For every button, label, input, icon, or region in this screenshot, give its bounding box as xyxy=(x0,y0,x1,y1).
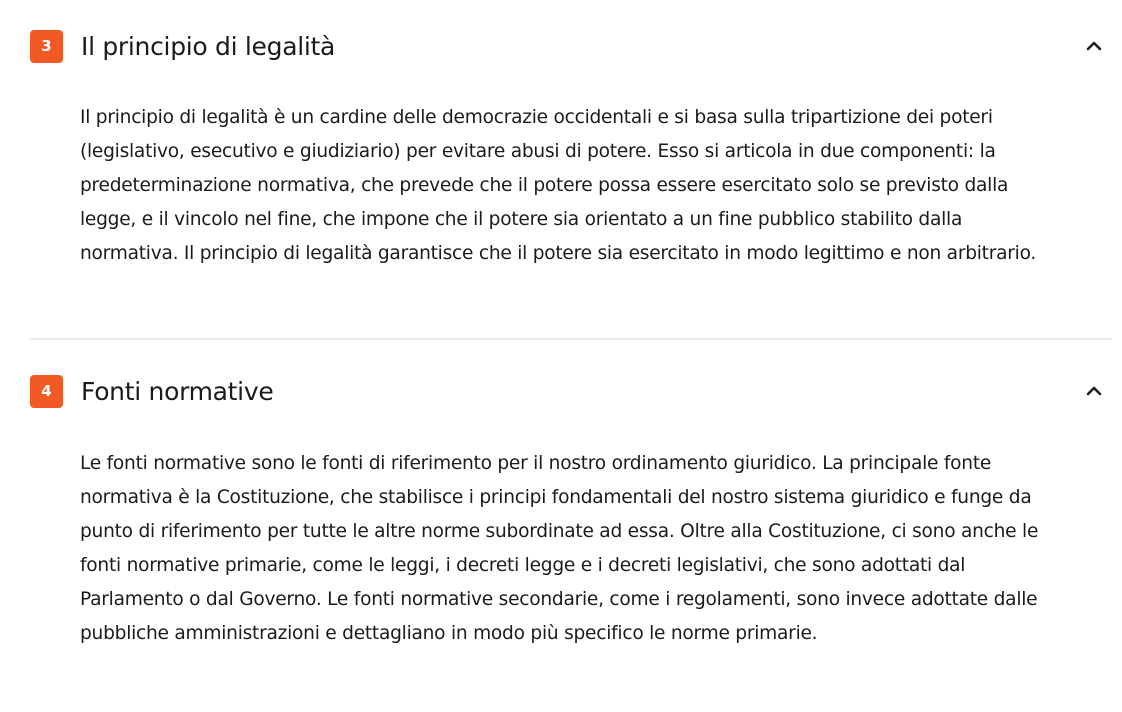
section-body: Le fonti normative sono le fonti di riferimento per il nostro ordinamento giuridico. La principale fonte normativa è la Costituzione, che stabilisce i principi fondamentali del nostro sistema giuridico e funge da punto di riferimento per tutte le altre norme subordinate ad essa. Oltre alla Costituzione, ci sono anche le fonti normative primarie, come le leggi, i decreti legge e i decreti legislativi, che sono adottati dal Parlamento o dal Governo. Le fonti normative secondarie, come i regolamenti, sono invece adottate dalle pubbliche amministrazioni e dettagliano in modo più specifico le norme primarie. xyxy=(80,453,1039,644)
section-number-badge: 3 xyxy=(30,30,63,63)
section-body: Il principio di legalità è un cardine delle democrazie occidentali e si basa sulla tripartizione dei poteri (legislativo, esecutivo e giudiziario) per evitare abusi di potere. Esso si articola in due componenti: la predeterminazione normativa, che prevede che il potere possa essere esercitato solo se previsto dalla legge, e il vincolo nel fine, che impone che il potere sia orientato a un fine pubblico stabilito dalla normativa. Il principio di legalità garantisce che il potere sia esercitato in modo legittimo e non arbitrario. xyxy=(80,107,1037,264)
section-title: Il principio di legalità xyxy=(81,32,336,61)
accordion-section-legalita xyxy=(30,28,1112,264)
chevron-up-icon[interactable] xyxy=(1084,38,1104,54)
accordion-header[interactable] xyxy=(30,28,1112,68)
section-title: Fonti normative xyxy=(81,377,274,406)
section-number-badge: 4 xyxy=(30,375,63,408)
accordion-header[interactable] xyxy=(30,373,1112,413)
chevron-up-icon[interactable] xyxy=(1084,383,1104,399)
section-divider xyxy=(30,338,1112,340)
accordion-section-fonti-normative xyxy=(30,373,1112,644)
